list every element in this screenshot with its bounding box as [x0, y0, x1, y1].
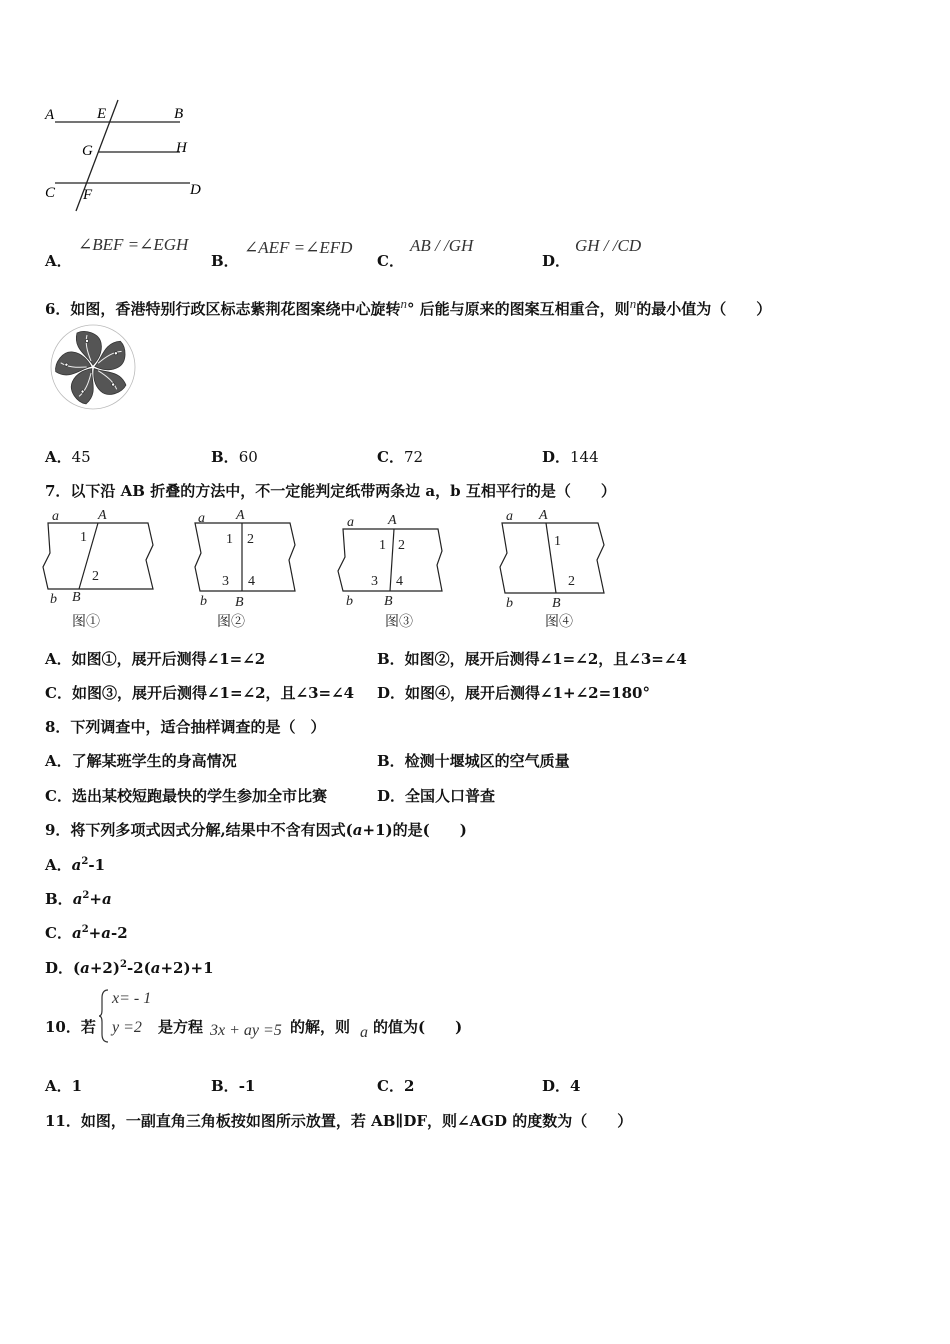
q7-option-c: C．如图③，展开后测得∠1=∠2，且∠3=∠4 — [45, 684, 355, 702]
q9-stem: 9．将下列多项式因式分解,结果中不含有因式(a+1)的是( ) — [45, 821, 467, 839]
q10-system-line2: y =2 — [112, 1019, 142, 1036]
svg-text:b: b — [50, 592, 57, 607]
svg-text:B: B — [235, 595, 244, 610]
q8-option-d: D．全国人口普查 — [377, 787, 496, 805]
q11-stem: 11．如图，一副直角三角板按如图所示放置，若 AB∥DF，则∠AGD 的度数为（ ） — [45, 1112, 633, 1130]
label-H: H — [176, 140, 187, 156]
q7-option-a: A．如图①，展开后测得∠1=∠2 — [45, 650, 266, 668]
svg-text:图③: 图③ — [385, 615, 413, 630]
label-A: A — [45, 107, 55, 123]
q7-option-d: D．如图④，展开后测得∠1+∠2=180° — [377, 684, 650, 702]
svg-text:4: 4 — [248, 574, 255, 589]
svg-text:B: B — [384, 594, 393, 609]
q9-option-a: A．$a^2-1$ — [45, 856, 106, 874]
svg-text:3: 3 — [222, 574, 229, 589]
label-C: C — [45, 185, 56, 201]
q10-option-a: A．1 — [45, 1077, 83, 1095]
svg-text:b: b — [506, 596, 513, 611]
q5-option-d-letter: D． — [542, 252, 571, 270]
svg-text:2: 2 — [92, 569, 99, 584]
q7-figure-2 — [195, 508, 295, 630]
svg-text:a: a — [198, 511, 205, 526]
svg-text:1: 1 — [554, 534, 561, 549]
q10-stem-part2: 是方程 — [158, 1018, 204, 1036]
q5-figure — [40, 95, 220, 220]
q9-option-d: D．$(a+2)^2-2(a+2)+1$ — [45, 959, 214, 977]
q6-stem-part1: 6．如图，香港特别行政区标志紫荆花图案绕中心旋转 — [45, 300, 401, 318]
q10-option-c: C．2 — [377, 1077, 415, 1095]
label-D: D — [190, 182, 201, 198]
q6-var-n2: n — [629, 296, 637, 311]
q10-stem-part4: 的值为( ) — [373, 1018, 463, 1036]
q10-equation: 3x + ay =5 — [210, 1022, 282, 1039]
label-G: G — [82, 143, 93, 159]
svg-text:b: b — [346, 594, 353, 609]
q8-option-b: B．检测十堰城区的空气质量 — [377, 752, 570, 770]
svg-text:a: a — [52, 509, 59, 524]
svg-text:4: 4 — [396, 574, 403, 589]
svg-text:b: b — [200, 594, 207, 609]
q5-option-b-letter: B． — [211, 252, 239, 270]
svg-text:A: A — [539, 508, 548, 523]
svg-text:图①: 图① — [72, 615, 100, 630]
svg-text:B: B — [552, 596, 561, 611]
q8-stem: 8．下列调查中，适合抽样调查的是（ ） — [45, 718, 326, 736]
q6-option-b: B．60 — [211, 448, 258, 466]
q6-stem-part3: 的最小值为（ ） — [636, 300, 772, 318]
q6-stem — [45, 296, 771, 319]
svg-text:3: 3 — [371, 574, 378, 589]
q7-figure-3 — [338, 513, 442, 630]
svg-text:2: 2 — [568, 574, 575, 589]
label-B: B — [174, 106, 184, 122]
q10-option-b: B．-1 — [211, 1077, 256, 1095]
q10-stem-part3: 的解，则 — [290, 1018, 351, 1036]
q10-stem-part1: 10．若 — [45, 1018, 96, 1036]
q7-option-b: B．如图②，展开后测得∠1=∠2，且∠3=∠4 — [377, 650, 687, 668]
q9-option-c: C．$a^2+a-2$ — [45, 924, 128, 942]
brace-icon — [98, 988, 110, 1044]
q5-option-c-letter: C． — [377, 252, 404, 270]
q8-option-c: C．选出某校短跑最快的学生参加全市比赛 — [45, 787, 327, 805]
q7-figures — [40, 505, 620, 635]
q10-system-line1: x= - 1 — [112, 990, 152, 1007]
label-E: E — [97, 106, 107, 122]
svg-text:2: 2 — [247, 532, 254, 547]
q6-var-n: n — [400, 296, 407, 311]
svg-text:图④: 图④ — [545, 615, 573, 630]
q6-option-d: D．144 — [542, 448, 599, 466]
svg-text:2: 2 — [398, 538, 405, 553]
q5-option-a-letter: A． — [45, 252, 72, 270]
q7-stem: 7．以下沿 AB 折叠的方法中，不一定能判定纸带两条边 a，b 互相平行的是（ ） — [45, 482, 616, 500]
q5-option-d-expr: GH / /CD — [575, 236, 642, 255]
label-F: F — [83, 187, 93, 203]
q7-figure-1 — [43, 508, 153, 630]
q5-option-b-expr: ∠AEF =∠EFD — [244, 238, 353, 257]
bauhinia-flower-icon — [47, 323, 139, 411]
q7-figure-4 — [500, 508, 604, 630]
svg-text:A: A — [98, 508, 107, 523]
q6-option-c: C．72 — [377, 448, 424, 466]
q10-option-d: D．4 — [542, 1077, 581, 1095]
svg-text:A: A — [236, 508, 245, 523]
svg-text:a: a — [506, 509, 513, 524]
svg-text:B: B — [72, 590, 81, 605]
q5-option-c-expr: AB / /GH — [410, 236, 474, 255]
svg-text:1: 1 — [80, 530, 87, 545]
svg-text:1: 1 — [379, 538, 386, 553]
q6-stem-part2: ° 后能与原来的图案互相重合，则 — [406, 300, 630, 318]
svg-text:图②: 图② — [217, 615, 245, 630]
q9-option-b: B．$a^2+a$ — [45, 890, 112, 908]
svg-text:1: 1 — [226, 532, 233, 547]
q6-option-a: A．45 — [45, 448, 91, 466]
q10-var-a: a — [360, 1024, 368, 1041]
svg-text:a: a — [347, 515, 354, 530]
svg-text:A: A — [388, 513, 397, 528]
q8-option-a: A．了解某班学生的身高情况 — [45, 752, 237, 770]
q5-option-a-expr: ∠BEF =∠EGH — [78, 235, 189, 254]
